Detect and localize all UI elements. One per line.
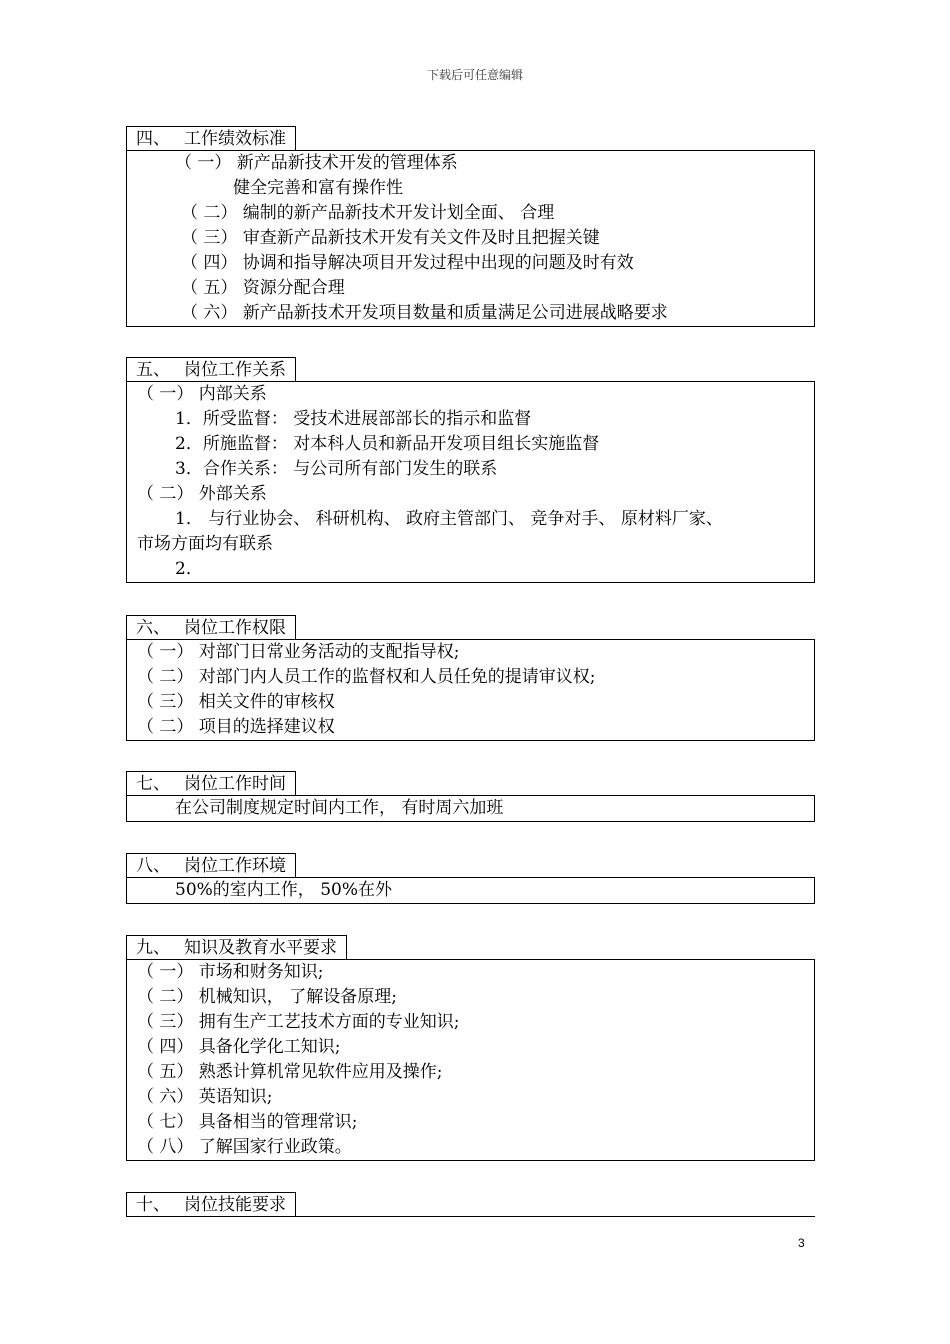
section-number: 五、 [136, 360, 170, 380]
content-line: （ 二） 项目的选择建议权 [137, 717, 335, 737]
section-number: 七、 [136, 774, 170, 794]
section-knowledge-education [126, 935, 815, 1161]
section-title: 工作绩效标准 [184, 129, 286, 149]
page-number: 3 [798, 1236, 805, 1250]
section-number: 四、 [136, 129, 170, 149]
section-title-tab [126, 935, 347, 960]
section-title-tab [126, 1192, 296, 1217]
content-line: （ 五） 熟悉计算机常见软件应用及操作; [137, 1062, 443, 1082]
section-title: 知识及教育水平要求 [184, 938, 337, 958]
content-line: 50%的室内工作， 50%在外 [175, 880, 392, 900]
content-line: 2．所施监督： 对本科人员和新品开发项目组长实施监督 [175, 434, 600, 454]
section-number: 六、 [136, 618, 170, 638]
content-line: （ 二） 对部门内人员工作的监督权和人员任免的提请审议权; [137, 667, 596, 687]
content-line: 1． 与行业协会、 科研机构、 政府主管部门、 竞争对手、 原材料厂家、 [175, 509, 723, 529]
content-line: （ 三） 拥有生产工艺技术方面的专业知识; [137, 1012, 460, 1032]
section-work-relations [126, 357, 815, 583]
content-line: （ 一） 内部关系 [137, 384, 267, 404]
content-line: （ 六） 英语知识; [137, 1087, 273, 1107]
content-line: （ 三） 相关文件的审核权 [137, 692, 335, 712]
section-title-tab [126, 771, 296, 796]
content-line: （ 三） 审查新产品新技术开发有关文件及时且把握关键 [181, 228, 600, 248]
section-title-tab [126, 853, 296, 878]
section-number: 九、 [136, 938, 170, 958]
content-line: 2． [175, 559, 203, 579]
content-line: （ 七） 具备相当的管理常识; [137, 1112, 358, 1132]
section-number: 十、 [136, 1195, 170, 1215]
content-line: （ 二） 编制的新产品新技术开发计划全面、 合理 [181, 203, 555, 223]
section-content-box [126, 877, 815, 904]
content-line: （ 四） 协调和指导解决项目开发过程中出现的问题及时有效 [181, 253, 634, 273]
content-line: （ 二） 机械知识， 了解设备原理; [137, 987, 397, 1007]
section-title-tab [126, 357, 296, 382]
content-line: （ 一） 市场和财务知识; [137, 962, 324, 982]
content-line: （ 一） 对部门日常业务活动的支配指导权; [137, 642, 460, 662]
section-content-box [126, 795, 815, 822]
content-line: （ 四） 具备化学化工知识; [137, 1037, 341, 1057]
content-line: 市场方面均有联系 [137, 534, 273, 554]
page-header: 下载后可任意编辑 [426, 68, 523, 82]
section-number: 八、 [136, 856, 170, 876]
section-title: 岗位工作时间 [184, 774, 286, 794]
section-work-hours [126, 771, 815, 822]
content-line: （ 一） 新产品新技术开发的管理体系 [175, 153, 458, 173]
content-line: （ 八） 了解国家行业政策。 [137, 1137, 352, 1157]
section-performance-standards [126, 126, 815, 327]
section-title: 岗位工作权限 [184, 618, 286, 638]
section-content-box [126, 150, 815, 327]
section-title: 岗位技能要求 [184, 1195, 286, 1215]
content-line: （ 二） 外部关系 [137, 484, 267, 504]
content-line: （ 六） 新产品新技术开发项目数量和质量满足公司进展战略要求 [181, 303, 668, 323]
section-content-box [126, 381, 815, 583]
content-line: 3．合作关系： 与公司所有部门发生的联系 [175, 459, 498, 479]
content-line: 健全完善和富有操作性 [233, 178, 403, 198]
section-content-box [126, 639, 815, 741]
content-line: 1．所受监督： 受技术进展部部长的指示和监督 [175, 409, 532, 429]
section-title-tab [126, 126, 296, 151]
section-title: 岗位工作环境 [184, 856, 286, 876]
content-line: （ 五） 资源分配合理 [181, 278, 345, 298]
section-work-authority [126, 615, 815, 741]
section-title: 岗位工作关系 [184, 360, 286, 380]
section-content-box [126, 959, 815, 1161]
section-title-tab [126, 615, 296, 640]
section-skill-requirements [126, 1192, 815, 1218]
section-work-environment [126, 853, 815, 904]
content-line: 在公司制度规定时间内工作， 有时周六加班 [175, 798, 504, 818]
